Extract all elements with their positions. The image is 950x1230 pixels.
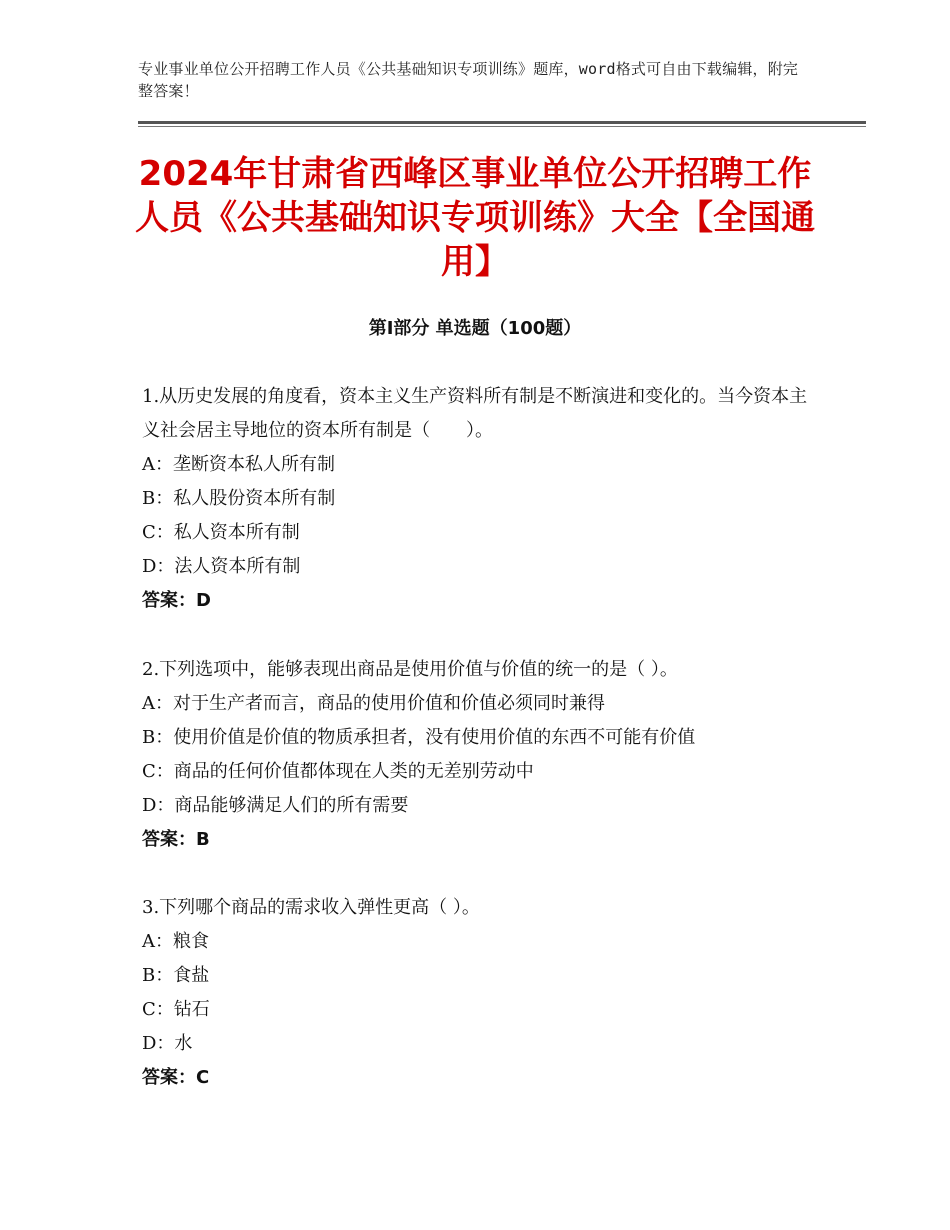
option-a: A：粮食 xyxy=(142,931,209,952)
question-stem: 2.下列选项中，能够表现出商品是使用价值与价值的统一的是（ ）。 xyxy=(142,659,678,680)
option-a: A：对于生产者而言，商品的使用价值和价值必须同时兼得 xyxy=(142,693,605,714)
question-2 xyxy=(142,653,812,857)
option-c: C：私人资本所有制 xyxy=(142,522,300,543)
option-b: B：私人股份资本所有制 xyxy=(142,488,336,509)
answer: 答案：C xyxy=(142,1067,210,1088)
option-c: C：钻石 xyxy=(142,999,210,1020)
question-stem: 1.从历史发展的角度看，资本主义生产资料所有制是不断演进和变化的。当今资本主义社会居主导地位的资本所有制是（ ）。 xyxy=(142,386,808,441)
question-3 xyxy=(142,891,812,1095)
option-a: A：垄断资本私人所有制 xyxy=(142,454,335,475)
answer: 答案：B xyxy=(142,829,210,850)
question-1 xyxy=(142,380,812,618)
section-title: 第Ⅰ部分 单选题（100题） xyxy=(368,318,582,339)
question-stem: 3.下列哪个商品的需求收入弹性更高（ ）。 xyxy=(142,897,480,918)
option-b: B：使用价值是价值的物质承担者，没有使用价值的东西不可能有价值 xyxy=(142,727,696,748)
document-title: 2024年甘肃省西峰区事业单位公开招聘工作人员《公共基础知识专项训练》大全【全国通用】 xyxy=(135,154,815,282)
option-d: D：水 xyxy=(142,1033,193,1054)
option-b: B：食盐 xyxy=(142,965,210,986)
answer: 答案：D xyxy=(142,590,211,611)
option-d: D：商品能够满足人们的所有需要 xyxy=(142,795,409,816)
header-note: 专业事业单位公开招聘工作人员《公共基础知识专项训练》题库，word格式可自由下载编辑，附完整答案！ xyxy=(138,60,799,100)
header-rule-thick xyxy=(138,121,866,124)
header-rule-thin xyxy=(138,126,866,127)
option-d: D：法人资本所有制 xyxy=(142,556,301,577)
option-c: C：商品的任何价值都体现在人类的无差别劳动中 xyxy=(142,761,534,782)
